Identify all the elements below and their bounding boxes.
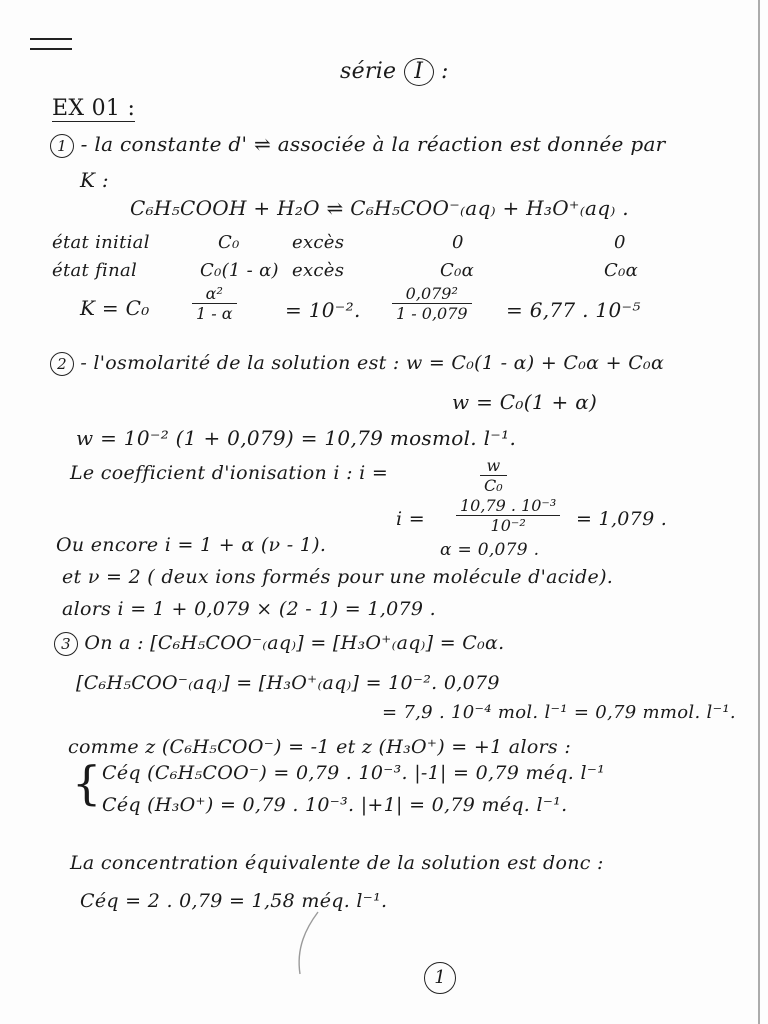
q2-i-fraction bbox=[480, 456, 507, 495]
q2-i-frac-num: w bbox=[480, 456, 507, 476]
q3-line-8: Céq = 2 . 0,79 = 1,58 méq. l⁻¹. bbox=[80, 890, 388, 912]
q2-i-calc-fraction bbox=[456, 496, 560, 535]
q1-k-result: = 6,77 . 10⁻⁵ bbox=[506, 298, 641, 322]
q1-statement bbox=[50, 132, 666, 158]
pencil-stroke bbox=[288, 908, 328, 978]
q2-w-formula: w = C₀(1 + α) bbox=[452, 390, 598, 414]
q1-initial-c0: C₀ bbox=[218, 232, 240, 253]
q2-i-frac-den: C₀ bbox=[484, 476, 503, 495]
q1-final-c0alpha-2: C₀α bbox=[604, 260, 639, 281]
exercise-label: EX 01 : bbox=[52, 96, 136, 121]
q1-reaction: C₆H₅COOH + H₂O ⇌ C₆H₅COO⁻₍aq₎ + H₃O⁺₍aq₎ . bbox=[130, 196, 629, 220]
q1-final-label: état final bbox=[52, 260, 138, 281]
page-number: 1 bbox=[424, 962, 456, 994]
q3-number-circle: 3 bbox=[54, 632, 78, 656]
q2-osmolarity bbox=[50, 352, 664, 376]
q2-osmolarity-text: - l'osmolarité de la solution est : w = C₀(1 - α) + C₀α + C₀α bbox=[80, 352, 665, 374]
q1-k-equation-mid: = 10⁻². bbox=[285, 298, 361, 322]
q3-brace: { bbox=[72, 756, 102, 810]
q1-final-c0: C₀(1 - α) bbox=[200, 260, 279, 281]
q3-line-1-text: On a : [C₆H₅COO⁻₍aq₎] = [H₃O⁺₍aq₎] = C₀α. bbox=[84, 632, 505, 654]
q2-i-calc-lhs: i = bbox=[396, 508, 425, 530]
q2-nu-line: et ν = 2 ( deux ions formés pour une molécule d'acide). bbox=[62, 566, 614, 588]
series-title bbox=[340, 58, 449, 86]
q1-text: - la constante d' ⇌ associée à la réaction est donnée par bbox=[80, 132, 666, 156]
q3-line-5: Céq (C₆H₅COO⁻) = 0,79 . 10⁻³. |-1| = 0,79 méq. l⁻¹ bbox=[102, 762, 606, 784]
q2-i-calc-result: = 1,079 . bbox=[576, 508, 668, 530]
page-edge-shadow bbox=[758, 0, 760, 1024]
q2-alors-line: alors i = 1 + 0,079 × (2 - 1) = 1,079 . bbox=[62, 598, 436, 620]
q1-k-label: K : bbox=[80, 168, 109, 192]
q1-k-frac-den: 1 - α bbox=[196, 304, 233, 323]
series-number-circle: I bbox=[404, 58, 434, 86]
q2-i-calc-den: 10⁻² bbox=[490, 516, 526, 535]
q1-final-c0alpha-1: C₀α bbox=[440, 260, 475, 281]
q1-k-fraction bbox=[192, 284, 237, 323]
q1-k-equation-lhs: K = C₀ bbox=[80, 296, 150, 320]
q2-w-value: w = 10⁻² (1 + 0,079) = 10,79 mosmol. l⁻¹. bbox=[76, 426, 517, 450]
top-dash-mark-2 bbox=[30, 48, 72, 50]
series-colon: : bbox=[440, 59, 449, 84]
q3-line-2: [C₆H₅COO⁻₍aq₎] = [H₃O⁺₍aq₎] = 10⁻². 0,079 bbox=[76, 672, 500, 694]
q2-number-circle: 2 bbox=[50, 352, 74, 376]
q1-initial-label: état initial bbox=[52, 232, 150, 253]
q1-number-circle: 1 bbox=[50, 134, 74, 158]
q3-line-4: comme z (C₆H₅COO⁻) = -1 et z (H₃O⁺) = +1 alors : bbox=[68, 736, 572, 758]
q1-initial-zero-1: 0 bbox=[452, 232, 464, 253]
q2-alt-formula: Ou encore i = 1 + α (ν - 1). bbox=[56, 534, 327, 556]
series-word: série bbox=[340, 59, 397, 84]
q1-k-frac2-den: 1 - 0,079 bbox=[396, 304, 468, 323]
q3-line-6: Céq (H₃O⁺) = 0,79 . 10⁻³. |+1| = 0,79 méq. l⁻¹. bbox=[102, 794, 568, 816]
q1-k-frac2-num: 0,079² bbox=[392, 284, 472, 304]
q3-line-1 bbox=[54, 632, 504, 656]
q1-initial-zero-2: 0 bbox=[614, 232, 626, 253]
q3-line-7: La concentration équivalente de la solution est donc : bbox=[70, 852, 604, 874]
q1-k-frac-num: α² bbox=[192, 284, 237, 304]
q2-ionisation: Le coefficient d'ionisation i : i = bbox=[70, 462, 389, 484]
q3-line-3: = 7,9 . 10⁻⁴ mol. l⁻¹ = 0,79 mmol. l⁻¹. bbox=[382, 702, 736, 723]
q1-final-excess: excès bbox=[292, 260, 345, 281]
q1-initial-excess: excès bbox=[292, 232, 345, 253]
q2-i-calc-num: 10,79 . 10⁻³ bbox=[456, 496, 560, 516]
q2-alpha-value: α = 0,079 . bbox=[440, 540, 540, 560]
q1-k-fraction-2 bbox=[392, 284, 472, 323]
top-dash-mark bbox=[30, 38, 72, 40]
